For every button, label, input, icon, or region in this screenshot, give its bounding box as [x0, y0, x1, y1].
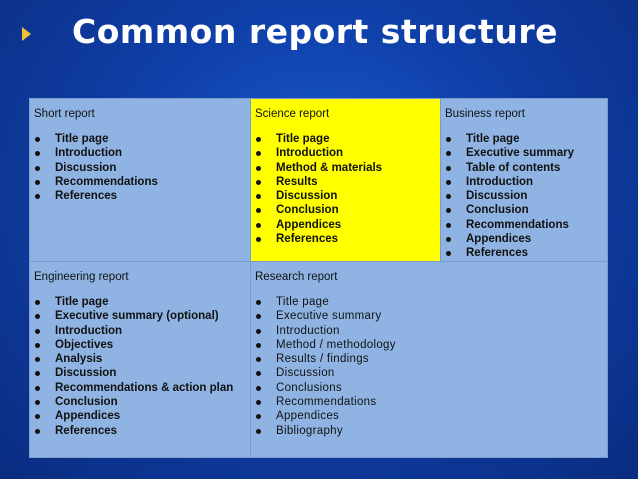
bullet-dot-icon: [256, 223, 261, 228]
card-engineering-report: [30, 262, 251, 458]
bullet-dot-icon: [256, 429, 261, 434]
bullet-dot-icon: [256, 386, 261, 391]
list-item: [251, 175, 440, 189]
card-header: Business report: [445, 108, 525, 120]
list-item: [30, 309, 250, 323]
list-item: [251, 424, 607, 438]
list-item: [251, 324, 607, 338]
list-item-label: References: [55, 424, 118, 437]
list-item: [441, 189, 607, 203]
bullet-dot-icon: [446, 137, 451, 142]
list-item: [441, 146, 607, 160]
card-header: Science report: [255, 108, 330, 120]
list-item: [441, 161, 607, 175]
list-item-label: Conclusion: [55, 396, 118, 409]
bullet-dot-icon: [256, 208, 261, 213]
bullet-dot-icon: [35, 343, 40, 348]
list-item: [441, 203, 607, 217]
list-item-label: Bibliography: [276, 424, 343, 437]
list-item-label: Title page: [55, 133, 109, 145]
bullet-dot-icon: [35, 180, 40, 185]
card-header: Short report: [34, 108, 95, 120]
item-list: [251, 295, 607, 438]
card-short-report: [30, 99, 251, 262]
bullet-dot-icon: [35, 357, 40, 362]
bullet-dot-icon: [256, 371, 261, 376]
bullet-dot-icon: [35, 400, 40, 405]
list-item: [30, 189, 250, 203]
list-item-label: Introduction: [55, 324, 123, 337]
list-item-label: References: [466, 247, 529, 260]
bullet-dot-icon: [256, 329, 261, 334]
list-item-label: Discussion: [55, 367, 117, 380]
list-item-label: Results / findings: [276, 353, 369, 366]
bullet-dot-icon: [256, 151, 261, 156]
list-item: [30, 161, 250, 175]
list-item-label: Appendices: [55, 410, 121, 423]
list-item-label: Recommendations & action plan: [55, 381, 234, 394]
bullet-dot-icon: [35, 329, 40, 334]
list-item-label: Title page: [55, 296, 109, 308]
bullet-dot-icon: [446, 223, 451, 228]
list-item: [251, 132, 440, 146]
bullet-dot-icon: [256, 357, 261, 362]
list-item: [30, 424, 250, 438]
list-item-label: Title page: [466, 133, 520, 145]
bullet-dot-icon: [35, 194, 40, 199]
bullet-dot-icon: [256, 194, 261, 199]
bullet-dot-icon: [256, 300, 261, 305]
list-item-label: Recommendations: [466, 218, 569, 231]
list-item: [30, 352, 250, 366]
list-item-label: Discussion: [466, 190, 528, 203]
list-item: [30, 295, 250, 309]
card-research-report: [251, 262, 608, 458]
list-item: [441, 246, 607, 260]
bullet-dot-icon: [256, 414, 261, 419]
list-item: [30, 395, 250, 409]
bullet-dot-icon: [446, 166, 451, 171]
list-item-label: Title page: [276, 296, 330, 308]
list-item: [30, 366, 250, 380]
list-item-label: Conclusion: [276, 204, 339, 217]
bullet-dot-icon: [35, 300, 40, 305]
item-list: [251, 132, 440, 246]
list-item-label: Appendices: [276, 218, 342, 231]
bullet-dot-icon: [35, 314, 40, 319]
bullet-dot-icon: [446, 151, 451, 156]
bullet-dot-icon: [256, 180, 261, 185]
list-item: [251, 395, 607, 409]
list-item: [251, 381, 607, 395]
item-list: [441, 132, 607, 261]
list-item-label: Recommendations: [55, 175, 158, 188]
list-item: [251, 161, 440, 175]
bullet-dot-icon: [446, 251, 451, 256]
list-item-label: Conclusion: [466, 204, 529, 217]
list-item: [251, 295, 607, 309]
bullet-dot-icon: [446, 180, 451, 185]
list-item: [30, 338, 250, 352]
report-structure-table: [29, 98, 608, 458]
list-item: [30, 324, 250, 338]
list-item: [251, 338, 607, 352]
bullet-dot-icon: [256, 137, 261, 142]
list-item: [30, 175, 250, 189]
list-item: [30, 409, 250, 423]
bullet-dot-icon: [446, 237, 451, 242]
list-item-label: Method & materials: [276, 161, 383, 174]
list-item-label: Discussion: [276, 190, 338, 203]
slide-title: Common report structure: [72, 12, 558, 51]
list-item: [30, 132, 250, 146]
list-item: [251, 203, 440, 217]
list-item-label: Introduction: [276, 147, 344, 160]
list-item-label: Executive summary: [466, 147, 575, 160]
table-row: [30, 99, 608, 262]
list-item: [251, 352, 607, 366]
list-item-label: Analysis: [55, 353, 103, 366]
list-item: [251, 309, 607, 323]
list-item: [441, 232, 607, 246]
list-item-label: Title page: [276, 133, 330, 145]
list-item-label: Appendices: [466, 233, 532, 246]
bullet-dot-icon: [35, 429, 40, 434]
list-item-label: Introduction: [276, 324, 340, 337]
list-item: [251, 409, 607, 423]
bullet-dot-icon: [35, 151, 40, 156]
bullet-dot-icon: [35, 414, 40, 419]
list-item-label: Results: [276, 175, 318, 188]
title-bullet-icon: [22, 27, 31, 41]
list-item: [251, 218, 440, 232]
list-item-label: References: [276, 233, 339, 246]
list-item-label: Method / methodology: [276, 338, 396, 351]
list-item: [30, 146, 250, 160]
list-item: [251, 189, 440, 203]
card-header: Research report: [255, 271, 338, 283]
list-item-label: Introduction: [466, 175, 534, 188]
bullet-dot-icon: [256, 400, 261, 405]
list-item-label: Table of contents: [466, 161, 561, 174]
list-item: [30, 381, 250, 395]
list-item-label: Discussion: [55, 161, 117, 174]
list-item-label: Conclusions: [276, 381, 342, 394]
bullet-dot-icon: [446, 194, 451, 199]
bullet-dot-icon: [35, 371, 40, 376]
list-item: [251, 146, 440, 160]
list-item-label: Appendices: [276, 410, 340, 423]
list-item: [441, 132, 607, 146]
bullet-dot-icon: [256, 343, 261, 348]
table-row: [30, 262, 608, 458]
card-science-report: [251, 99, 441, 262]
card-header: Engineering report: [34, 271, 129, 283]
list-item: [251, 366, 607, 380]
list-item-label: Executive summary (optional): [55, 310, 219, 323]
list-item-label: References: [55, 190, 118, 203]
bullet-dot-icon: [35, 137, 40, 142]
bullet-dot-icon: [256, 237, 261, 242]
bullet-dot-icon: [35, 166, 40, 171]
list-item-label: Objectives: [55, 338, 114, 351]
list-item-label: Recommendations: [276, 396, 377, 409]
list-item-label: Introduction: [55, 147, 123, 160]
bullet-dot-icon: [446, 208, 451, 213]
card-business-report: [441, 99, 608, 262]
list-item: [251, 232, 440, 246]
bullet-dot-icon: [256, 166, 261, 171]
bullet-dot-icon: [256, 314, 261, 319]
bullet-dot-icon: [35, 386, 40, 391]
item-list: [30, 132, 250, 203]
list-item-label: Executive summary: [276, 310, 382, 323]
list-item: [441, 218, 607, 232]
list-item: [441, 175, 607, 189]
item-list: [30, 295, 250, 438]
list-item-label: Discussion: [276, 367, 335, 380]
